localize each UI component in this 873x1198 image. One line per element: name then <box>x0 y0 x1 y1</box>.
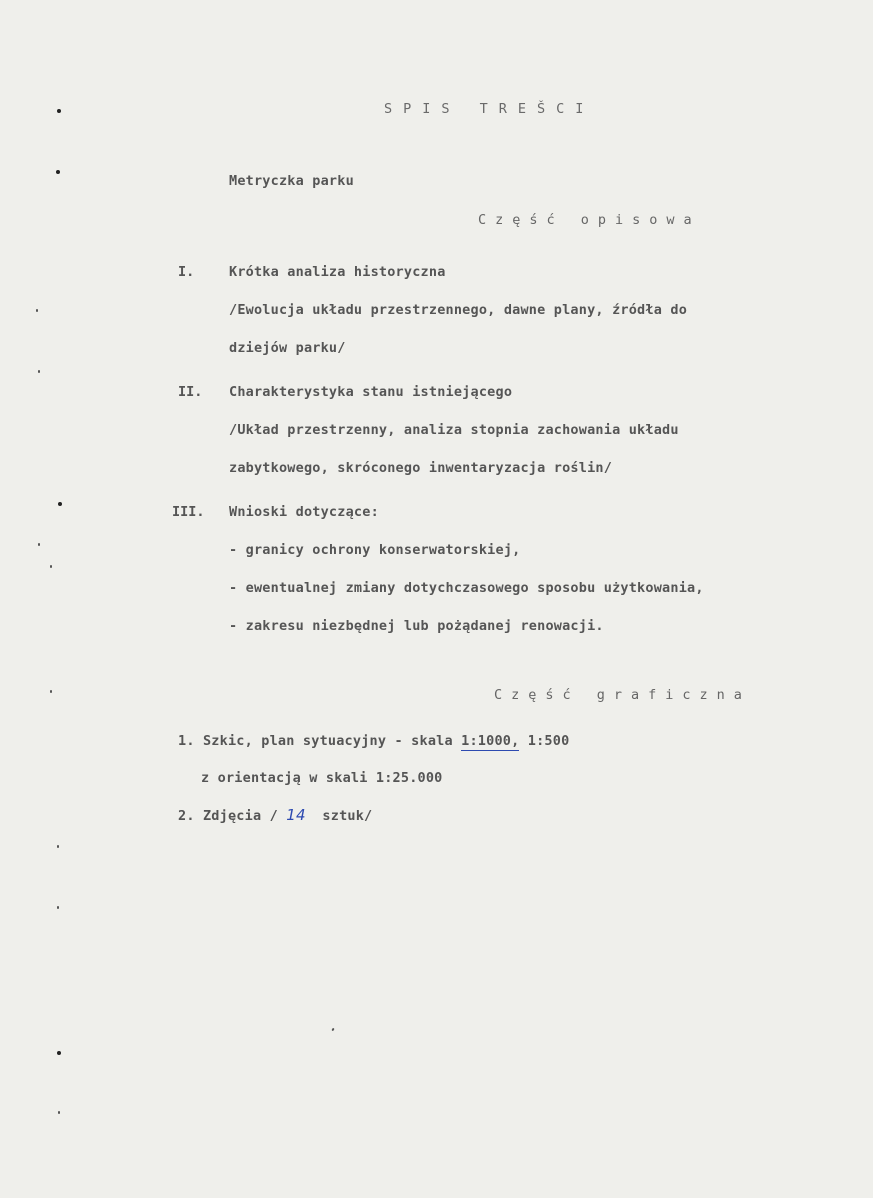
item-title: Charakterystyka stanu istniejącego <box>229 384 513 400</box>
scale-underlined: 1:1000, <box>461 733 520 749</box>
item-number: II. <box>178 384 203 400</box>
margin-speck <box>58 1111 60 1114</box>
section-heading-graphic: Część graficzna <box>494 687 751 703</box>
item-title: Wnioski dotyczące: <box>229 504 379 520</box>
graphic-item-2 <box>178 806 372 824</box>
section-heading-descriptive: Część opisowa <box>478 212 701 228</box>
margin-speck <box>57 845 59 848</box>
item-detail-line: dziejów parku/ <box>229 340 346 356</box>
item-number: I. <box>178 264 195 280</box>
metric-heading: Metryczka parku <box>229 173 354 189</box>
margin-speck <box>57 906 59 909</box>
graphic-item-2-prefix: 2. Zdjęcia / <box>178 808 287 824</box>
graphic-item-1-prefix: 1. Szkic, plan sytuacyjny - skala <box>178 733 462 749</box>
paper-speck <box>331 1028 334 1032</box>
margin-mark <box>56 170 60 174</box>
item-detail-line: zabytkowego, skróconego inwentaryzacja roślin/ <box>229 460 613 476</box>
margin-speck <box>50 690 52 693</box>
item-detail-line: - ewentualnej zmiany dotychczasowego sposobu użytkowania, <box>229 580 704 596</box>
item-detail-line: /Ewolucja układu przestrzennego, dawne plany, źródła do <box>229 302 688 318</box>
item-title: Krótka analiza historyczna <box>229 264 446 280</box>
margin-mark <box>58 502 62 506</box>
document-title: SPIS TREŠCI <box>384 101 595 117</box>
item-detail-line: - granicy ochrony konserwatorskiej, <box>229 542 521 558</box>
item-number: III. <box>172 504 205 520</box>
graphic-item-1-suffix: 1:500 <box>519 733 570 749</box>
margin-speck <box>36 309 38 312</box>
item-detail-line: /Układ przestrzenny, analiza stopnia zachowania układu <box>229 422 679 438</box>
margin-mark <box>57 109 61 113</box>
item-detail-line: - zakresu niezbędnej lub pożądanej renowacji. <box>229 618 604 634</box>
margin-speck <box>38 370 40 373</box>
margin-speck <box>38 543 40 546</box>
margin-speck <box>50 565 52 568</box>
handwritten-count: 14 <box>286 806 306 824</box>
margin-mark <box>57 1051 61 1055</box>
graphic-item-2-suffix: sztuk/ <box>305 808 373 824</box>
graphic-item-1 <box>178 733 569 749</box>
graphic-item-1-line-2: z orientacją w skali 1:25.000 <box>201 770 443 786</box>
